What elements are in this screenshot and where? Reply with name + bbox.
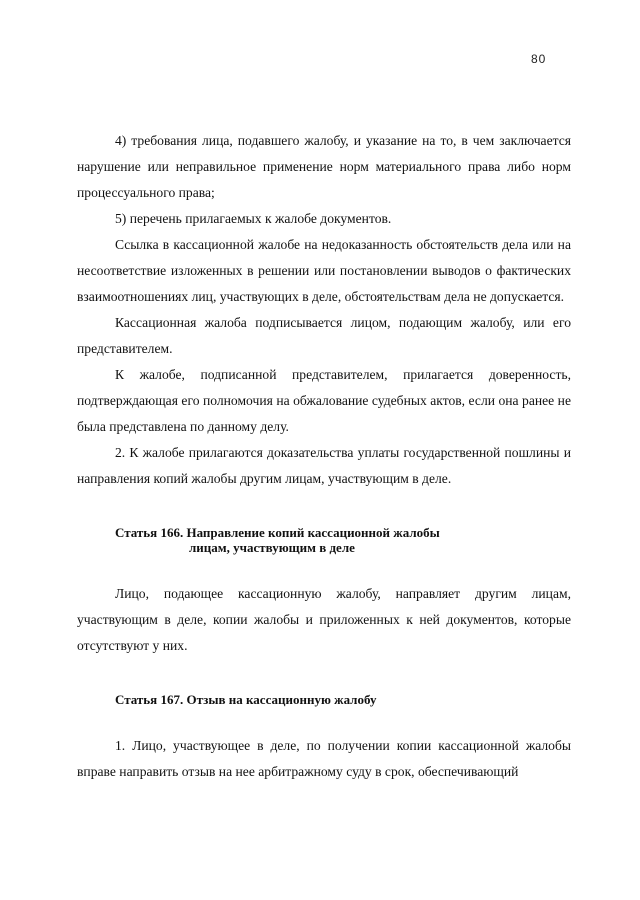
article-166-text: Лицо, подающее кассационную жалобу, направляет другим лицам, участвующим в деле, копии жалобы и приложенных к ней документов, которые отсутствуют у них.: [77, 586, 571, 653]
paragraph-item-5: 5) перечень прилагаемых к жалобе документов.: [115, 211, 392, 226]
article-166-heading-line2: лицам, участвующим в деле: [189, 540, 355, 555]
article-166-heading-line1: Статья 166. Направление копий кассационной жалобы: [115, 525, 440, 540]
article-167-text: 1. Лицо, участвующее в деле, по получении копии кассационной жалобы вправе направить отзыв на нее арбитражному суду в срок, обеспечивающий: [77, 738, 571, 779]
paragraph-attachments: 2. К жалобе прилагаются доказательства уплаты государственной пошлины и направления копий жалобы другим лицам, участвующим в деле.: [77, 445, 571, 486]
page-number: 80: [531, 52, 547, 66]
article-167-heading-text: Статья 167. Отзыв на кассационную жалобу: [115, 692, 377, 707]
paragraph-power-of-attorney: К жалобе, подписанной представителем, прилагается доверенность, подтверждающая его полномочия на обжалование судебных актов, если она ранее не была представлена по данному делу.: [77, 367, 571, 434]
paragraph-item-4: 4) требования лица, подавшего жалобу, и указание на то, в чем заключается нарушение или неправильное применение норм материального права либо норм процессуального права;: [77, 133, 571, 200]
paragraph-signature: Кассационная жалоба подписывается лицом, подающим жалобу, или его представителем.: [77, 315, 571, 356]
article-166-heading: [77, 525, 571, 555]
document-body: [77, 128, 571, 785]
paragraph-unproven-circumstances: Ссылка в кассационной жалобе на недоказанность обстоятельств дела или на несоответствие изложенных в решении или постановлении выводов о фактических взаимоотношениях лиц, участвующих в деле, обстоятельствам дела не допускается.: [77, 237, 571, 304]
article-167-heading: [77, 692, 571, 707]
